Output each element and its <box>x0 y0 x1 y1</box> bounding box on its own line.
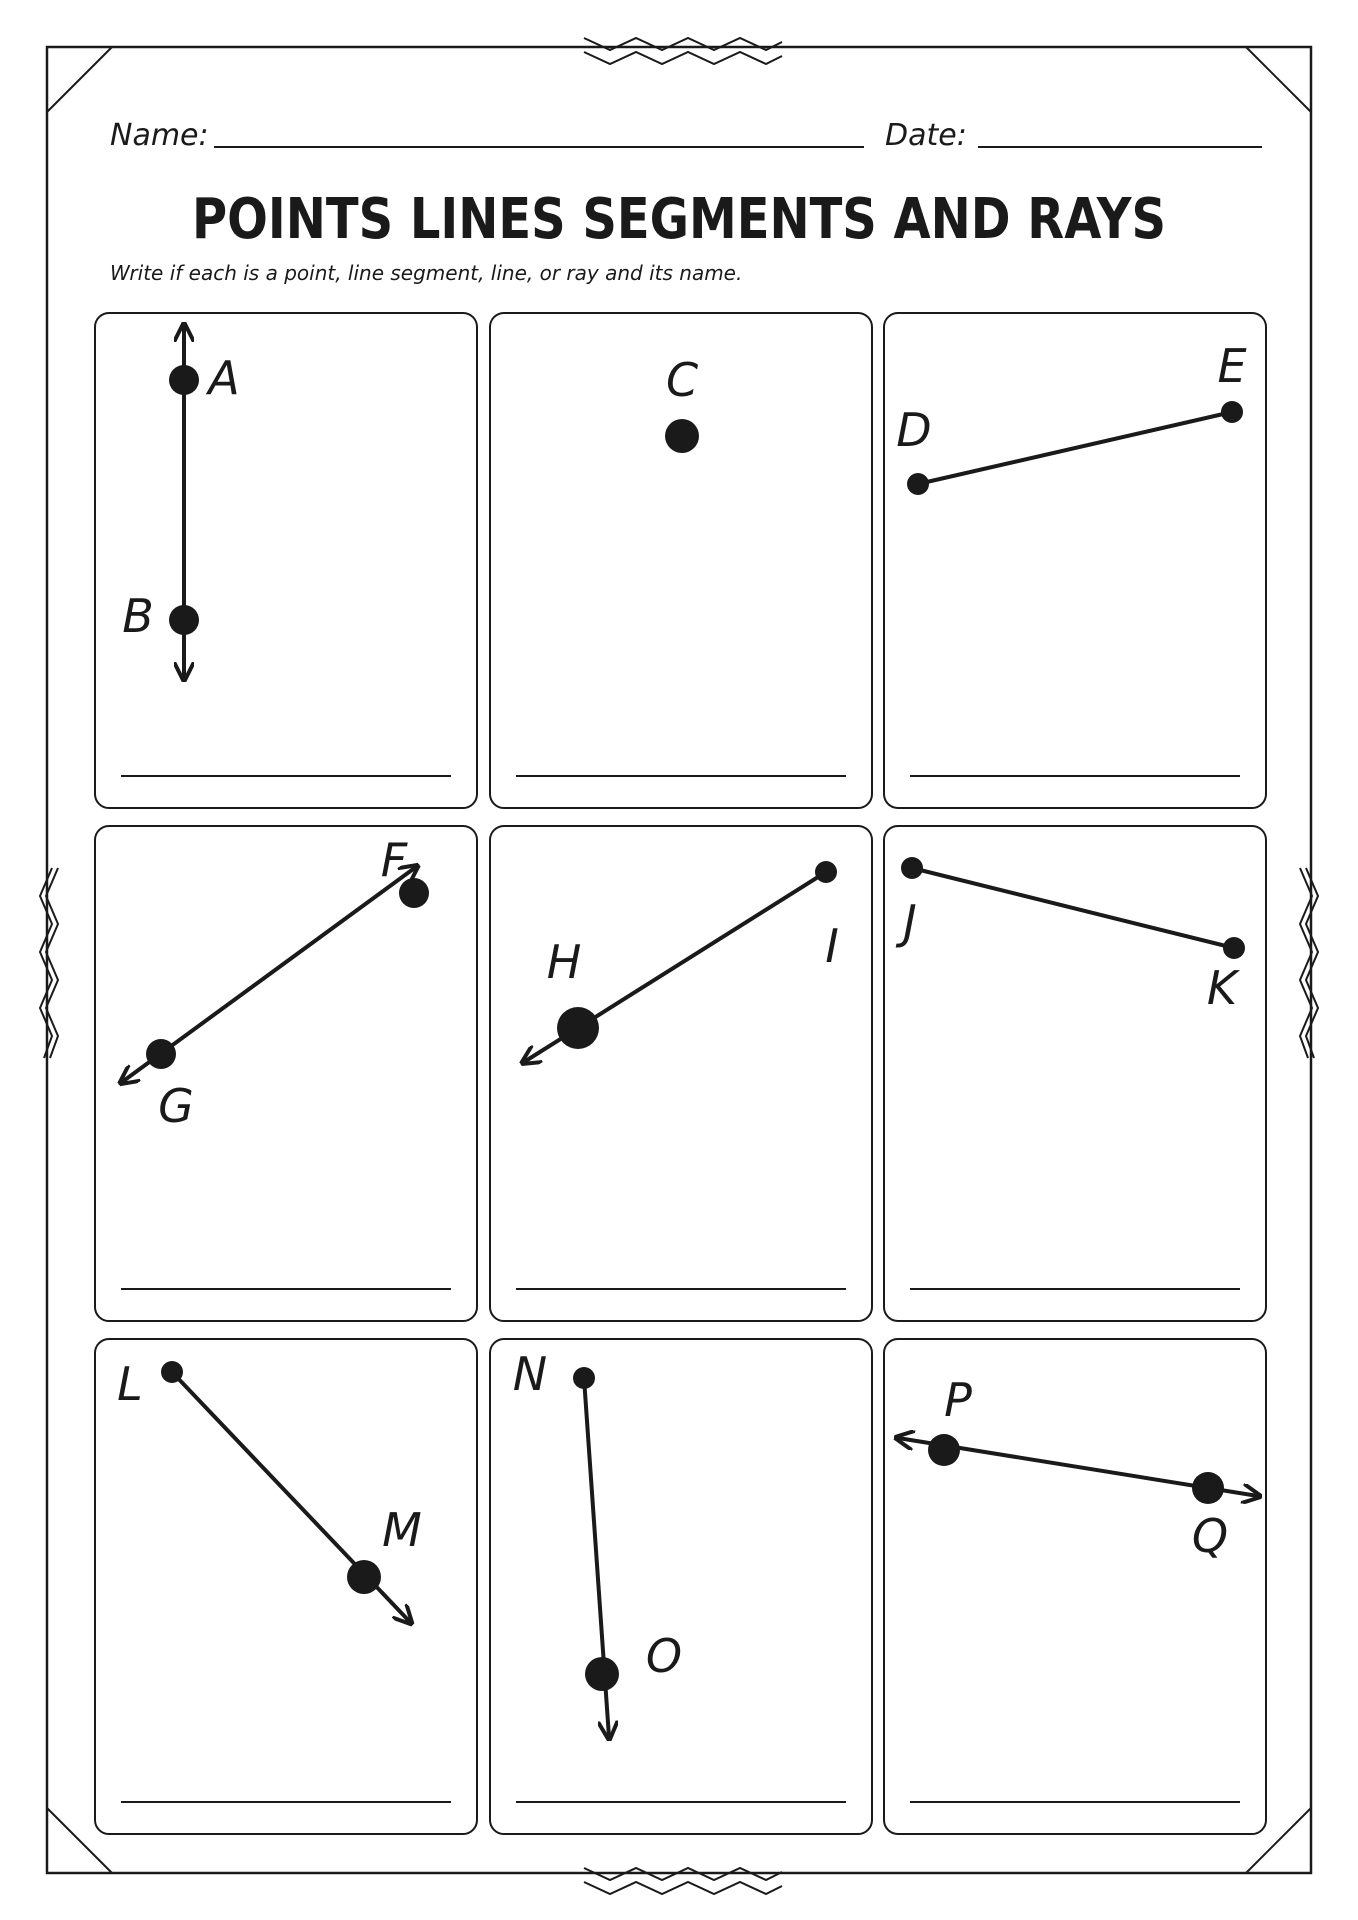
point-label: M <box>382 1503 422 1557</box>
card-border <box>884 826 1266 1321</box>
point-label: H <box>546 935 582 989</box>
point-dot <box>815 861 837 883</box>
point-label: A <box>208 351 240 405</box>
point-label: P <box>944 1373 972 1427</box>
point-dot <box>169 605 199 635</box>
page-title: POINTS LINES SEGMENTS AND RAYS <box>192 187 1166 252</box>
page-border <box>47 47 1311 1873</box>
point-label: F <box>380 833 408 887</box>
answer-card <box>490 1339 872 1834</box>
answer-card <box>95 1339 477 1834</box>
card-border <box>95 313 477 808</box>
figure-line <box>912 868 1234 948</box>
date-label: Date: <box>885 118 967 153</box>
point-dot <box>557 1007 599 1049</box>
card-border <box>490 1339 872 1834</box>
point-dot <box>161 1361 183 1383</box>
name-label: Name: <box>110 118 209 153</box>
point-label: J <box>903 895 917 949</box>
point-dot <box>1223 937 1245 959</box>
point-label: I <box>825 919 839 973</box>
point-dot <box>169 365 199 395</box>
point-label: G <box>158 1079 194 1133</box>
card-border <box>884 1339 1266 1834</box>
point-label: B <box>122 589 154 643</box>
answer-card <box>95 826 477 1321</box>
point-label: L <box>117 1357 143 1411</box>
answer-card <box>490 313 872 808</box>
point-dot <box>347 1560 381 1594</box>
point-dot <box>573 1367 595 1389</box>
point-label: K <box>1206 961 1238 1015</box>
answer-card <box>95 313 477 808</box>
card-border <box>95 1339 477 1834</box>
corner-decorations <box>47 47 1311 1873</box>
answer-card <box>490 826 872 1321</box>
point-dot <box>1221 401 1243 423</box>
point-dot <box>928 1434 960 1466</box>
point-label: C <box>665 353 699 407</box>
answer-card <box>884 313 1266 808</box>
point-dot <box>585 1657 619 1691</box>
point-label: N <box>512 1347 548 1401</box>
answer-card <box>884 1339 1266 1834</box>
point-dot <box>665 419 699 453</box>
point-dot <box>1192 1472 1224 1504</box>
point-dot <box>146 1039 176 1069</box>
point-label: O <box>645 1629 683 1683</box>
point-label: Q <box>1191 1509 1229 1563</box>
point-dot <box>907 473 929 495</box>
instructions: Write if each is a point, line segment, line, or ray and its name. <box>110 261 743 285</box>
card-border <box>884 313 1266 808</box>
figure-line <box>918 412 1232 484</box>
answer-card <box>884 826 1266 1321</box>
card-border <box>490 826 872 1321</box>
point-label: D <box>896 403 932 457</box>
point-dot <box>901 857 923 879</box>
point-label: E <box>1217 339 1247 393</box>
